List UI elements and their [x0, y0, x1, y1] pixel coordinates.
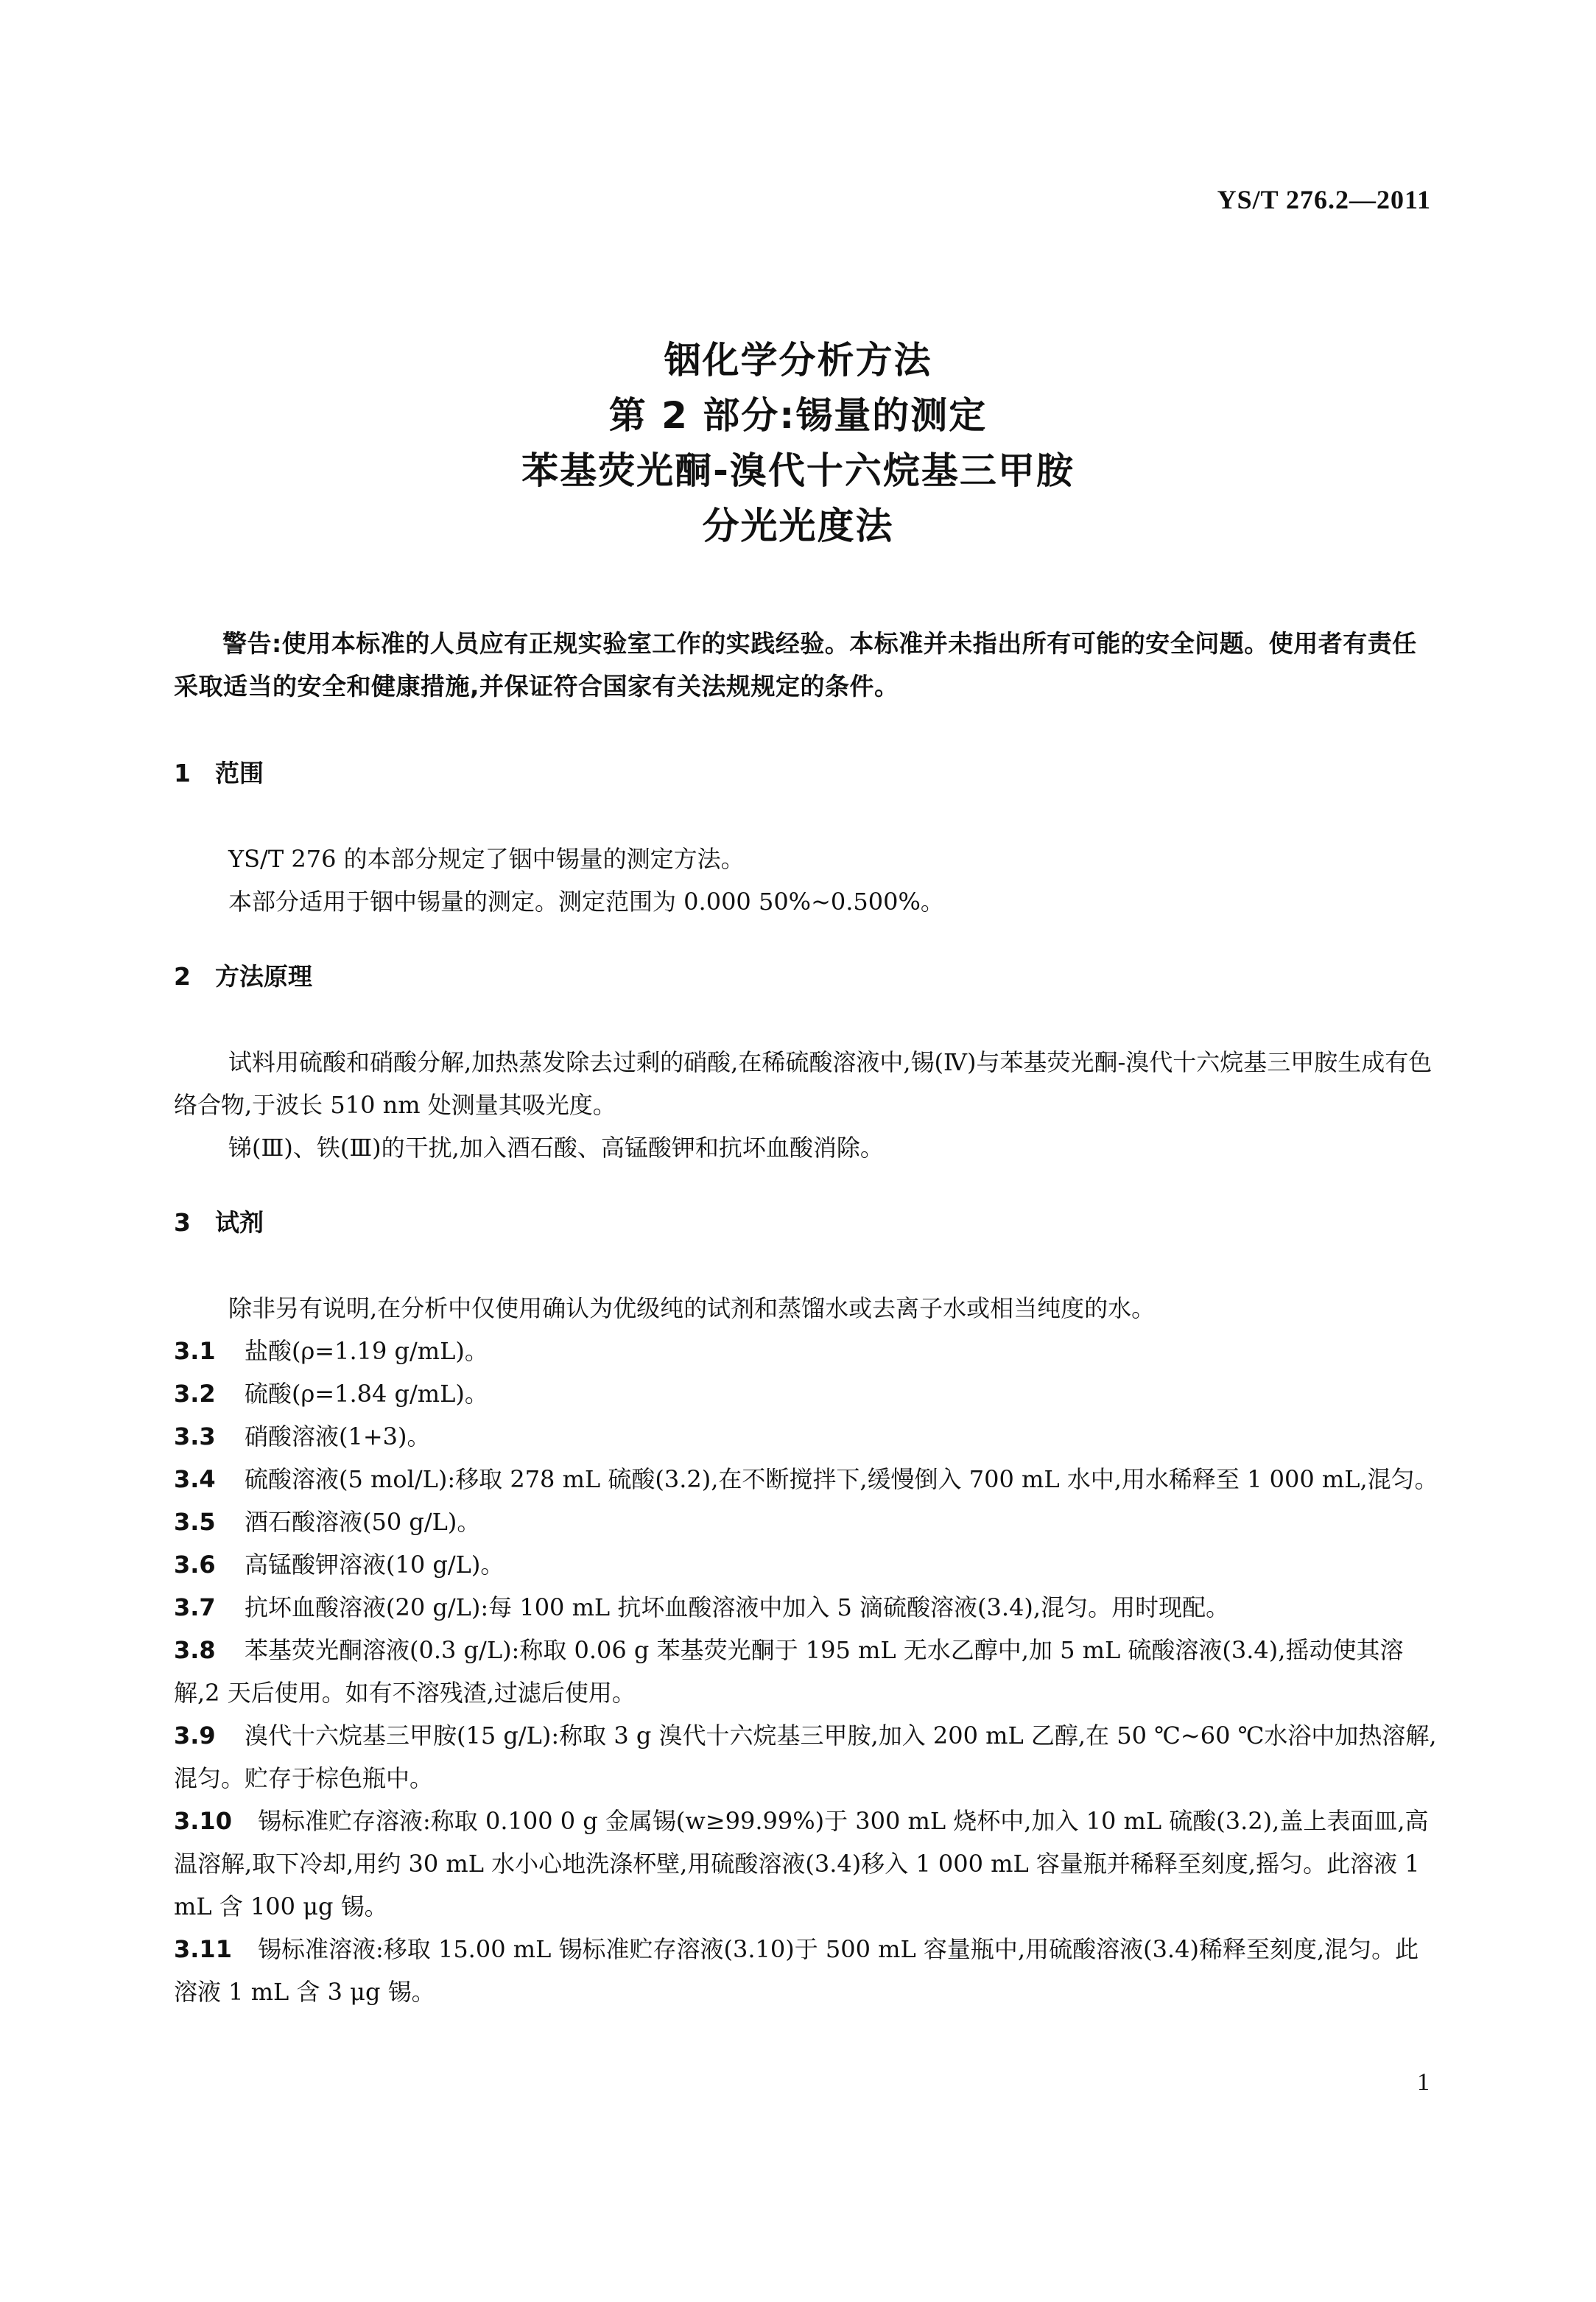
- paragraph: 除非另有说明,在分析中仅使用确认为优级纯的试剂和蒸馏水或去离子水或相当纯度的水。: [228, 1294, 1156, 1322]
- list-item: [174, 1330, 1441, 1372]
- standard-code: YS/T 276.2—2011: [1217, 185, 1431, 214]
- list-item: [174, 1543, 1441, 1586]
- item-text: 苯基荧光酮溶液(0.3 g/L):称取 0.06 g 苯基荧光酮于 195 mL 无水乙醇中,加 5 mL 硫酸溶液(3.4),摇动使其溶解,2 天后使用。如有不溶残渣,过滤后使用。: [174, 1636, 1404, 1707]
- item-number: 3.11: [174, 1935, 232, 1963]
- section-title: 方法原理: [215, 962, 312, 991]
- section-title: 范围: [215, 759, 264, 787]
- item-text: 硫酸溶液(5 mol/L):移取 278 mL 硫酸(3.2),在不断搅拌下,缓慢倒入 700 mL 水中,用水稀释至 1 000 mL,混匀。: [245, 1465, 1438, 1493]
- item-text: 盐酸(ρ=1.19 g/mL)。: [245, 1337, 488, 1365]
- list-item: [174, 1372, 1441, 1415]
- list-item: [174, 1714, 1441, 1800]
- title-line-4: 分光光度法: [702, 505, 894, 547]
- paragraph: YS/T 276 的本部分规定了铟中锡量的测定方法。: [228, 845, 745, 873]
- section-number: 3: [174, 1208, 191, 1237]
- item-text: 高锰酸钾溶液(10 g/L)。: [245, 1551, 505, 1579]
- section-1-heading: [174, 752, 1441, 795]
- item-number: 3.5: [174, 1508, 216, 1536]
- item-text: 锡标准溶液:移取 15.00 mL 锡标准贮存溶液(3.10)于 500 mL 容量瓶中,用硫酸溶液(3.4)稀释至刻度,混匀。此溶液 1 mL 含 3 μg 锡。: [174, 1935, 1419, 2006]
- item-number: 3.10: [174, 1807, 232, 1835]
- section-title: 试剂: [215, 1208, 264, 1237]
- item-number: 3.7: [174, 1593, 216, 1621]
- page-number: 1: [1417, 2068, 1430, 2096]
- section-number: 1: [174, 759, 191, 787]
- paragraph: 试料用硫酸和硝酸分解,加热蒸发除去过剩的硝酸,在稀硫酸溶液中,锡(Ⅳ)与苯基荧光酮-溴代十六烷基三甲胺生成有色络合物,于波长 510 nm 处测量其吸光度。: [174, 1048, 1432, 1119]
- item-number: 3.3: [174, 1422, 216, 1450]
- document-title: [0, 333, 1596, 554]
- list-item: [174, 1629, 1441, 1714]
- item-text: 硫酸(ρ=1.84 g/mL)。: [245, 1380, 488, 1408]
- list-item: [174, 1928, 1441, 2013]
- section-3-heading: [174, 1201, 1441, 1244]
- title-line-2: 第 2 部分:锡量的测定: [608, 394, 988, 437]
- item-number: 3.9: [174, 1722, 216, 1750]
- document-body: [174, 622, 1441, 2013]
- item-text: 锡标准贮存溶液:称取 0.100 0 g 金属锡(w≥99.99%)于 300 mL 烧杯中,加入 10 mL 硫酸(3.2),盖上表面皿,高温溶解,取下冷却,用约 30 mL 水小心地洗涤杯壁,用硫酸溶液(3.4)移入 1 000 mL 容量瓶并稀释至刻度,摇匀。此溶液 1 mL 含 100 μg 锡。: [174, 1807, 1429, 1920]
- section-2-heading: [174, 955, 1441, 998]
- item-number: 3.6: [174, 1551, 216, 1579]
- list-item: [174, 1586, 1441, 1629]
- item-text: 溴代十六烷基三甲胺(15 g/L):称取 3 g 溴代十六烷基三甲胺,加入 200 mL 乙醇,在 50 ℃~60 ℃水浴中加热溶解,混匀。贮存于棕色瓶中。: [174, 1722, 1437, 1792]
- paragraph: 锑(Ⅲ)、铁(Ⅲ)的干扰,加入酒石酸、高锰酸钾和抗坏血酸消除。: [228, 1134, 884, 1162]
- item-text: 抗坏血酸溶液(20 g/L):每 100 mL 抗坏血酸溶液中加入 5 滴硫酸溶液(3.4),混匀。用时现配。: [245, 1593, 1230, 1621]
- item-number: 3.2: [174, 1380, 216, 1408]
- item-text: 酒石酸溶液(50 g/L)。: [245, 1508, 481, 1536]
- paragraph: 本部分适用于铟中锡量的测定。测定范围为 0.000 50%~0.500%。: [228, 888, 944, 916]
- list-item: [174, 1415, 1441, 1458]
- item-number: 3.4: [174, 1465, 216, 1493]
- list-item: [174, 1501, 1441, 1543]
- section-number: 2: [174, 962, 191, 991]
- item-number: 3.1: [174, 1337, 216, 1365]
- list-item: [174, 1800, 1441, 1928]
- item-text: 硝酸溶液(1+3)。: [245, 1422, 431, 1450]
- title-line-3: 苯基荧光酮-溴代十六烷基三甲胺: [521, 449, 1075, 492]
- list-item: [174, 1458, 1441, 1501]
- warning-paragraph: 警告:使用本标准的人员应有正规实验室工作的实践经验。本标准并未指出所有可能的安全问题。使用者有责任采取适当的安全和健康措施,并保证符合国家有关法规规定的条件。: [174, 629, 1417, 701]
- title-line-1: 铟化学分析方法: [664, 339, 932, 382]
- item-number: 3.8: [174, 1636, 216, 1664]
